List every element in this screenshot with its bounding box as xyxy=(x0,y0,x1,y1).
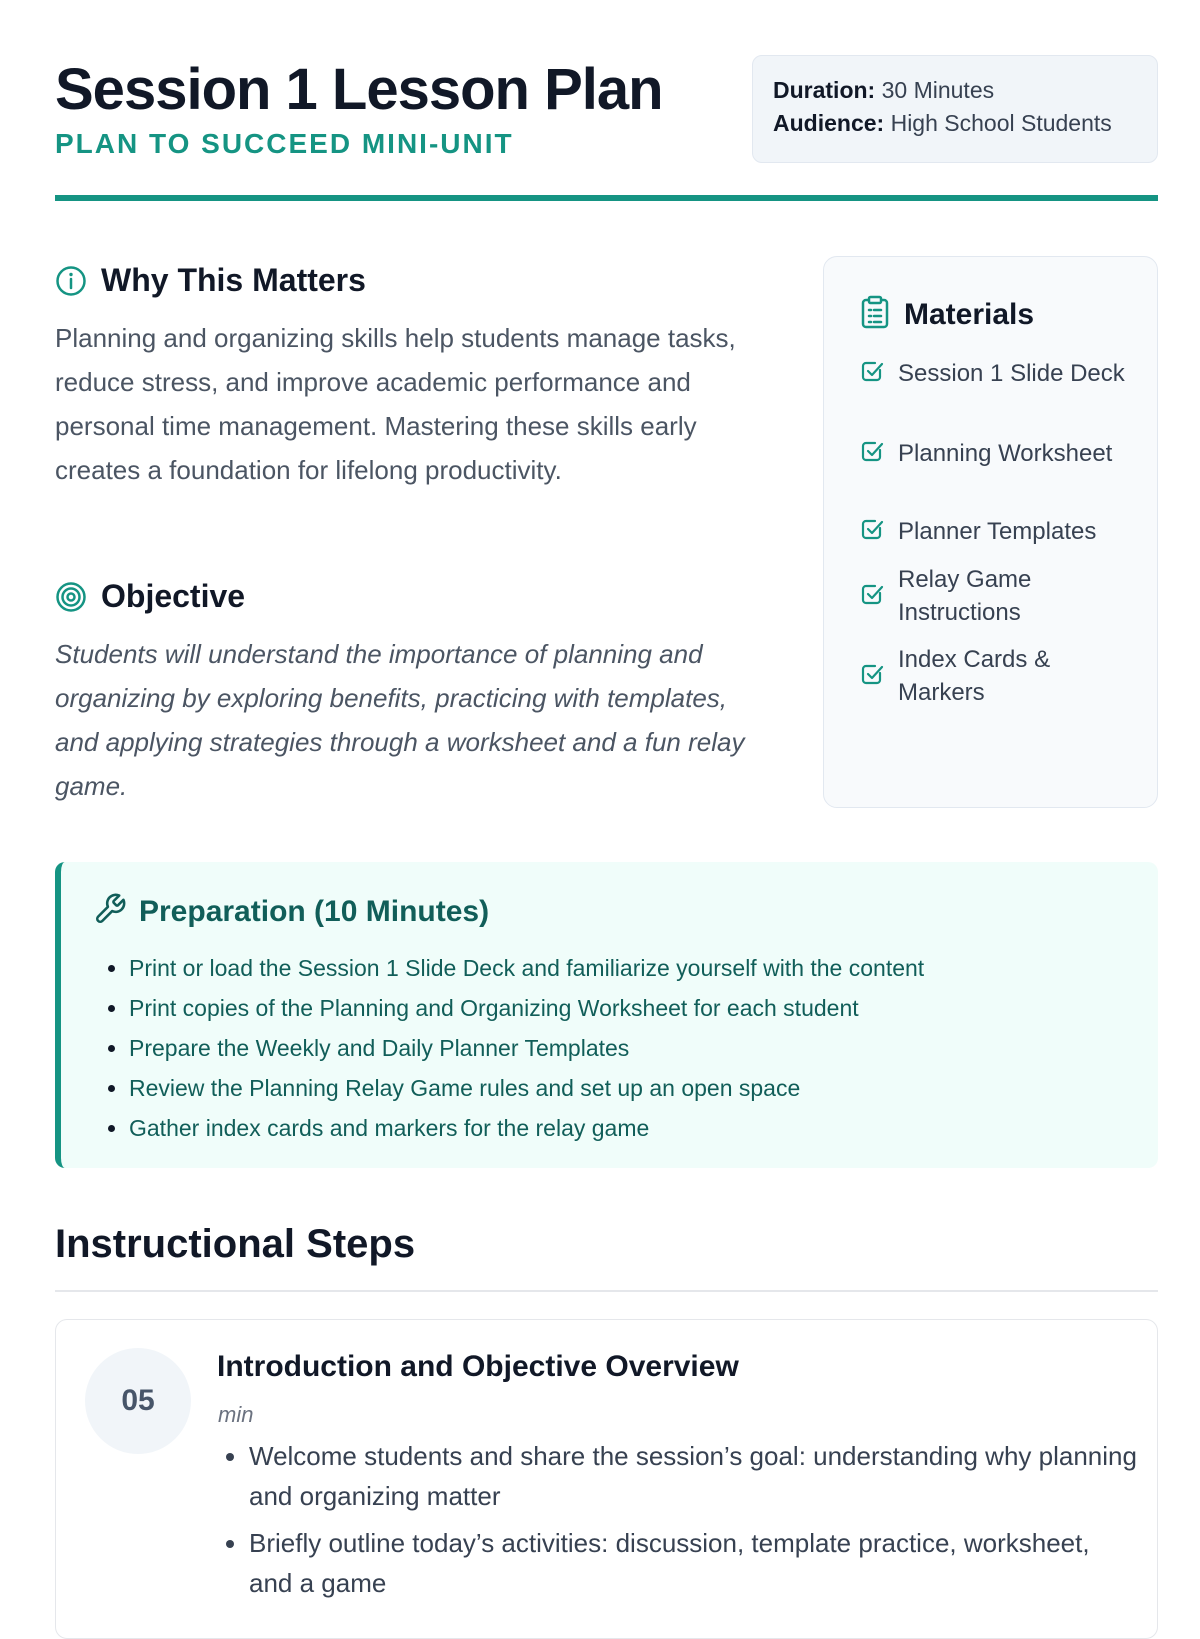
step-duration-badge: 05 xyxy=(85,1348,191,1454)
preparation-item: • Print or load the Session 1 Slide Deck and familiarize yourself with the content xyxy=(129,948,924,988)
material-item xyxy=(860,515,1130,548)
objective-text: Students will understand the importance of planning and organizing by exploring benefits, practicing with templates, and applying strategies through a worksheet and a fun relay game. xyxy=(55,639,745,801)
preparation-item: • Review the Planning Relay Game rules and set up an open space xyxy=(129,1068,924,1108)
info-circle-icon xyxy=(55,265,87,297)
audience-row xyxy=(773,107,1137,140)
step-title: Introduction and Objective Overview xyxy=(217,1350,739,1383)
duration-row xyxy=(773,74,1137,107)
why-heading-row xyxy=(55,262,366,299)
why-heading: Why This Matters xyxy=(101,262,366,298)
page-subtitle: PLAN TO SUCCEED MINI-UNIT xyxy=(55,128,514,159)
checkbox-checked-icon xyxy=(860,359,884,388)
preparation-panel xyxy=(55,862,1158,1168)
instructional-steps-heading: Instructional Steps xyxy=(55,1222,416,1266)
duration-label: Duration: xyxy=(773,77,876,103)
audience-value: High School Students xyxy=(890,110,1112,136)
preparation-item: • Prepare the Weekly and Daily Planner Templates xyxy=(129,1028,924,1068)
material-label: Planning Worksheet xyxy=(898,440,1113,467)
clipboard-list-icon xyxy=(860,295,890,334)
step-bullet: • Welcome students and share the session’s goal: understanding why planning and organizing matter xyxy=(249,1436,1139,1516)
step-bullet: • Briefly outline today’s activities: discussion, template practice, worksheet, and a game xyxy=(249,1523,1139,1603)
preparation-list xyxy=(95,948,924,1148)
material-label: Relay Game Instructions xyxy=(898,566,1032,626)
target-icon xyxy=(55,581,87,613)
page-title: Session 1 Lesson Plan xyxy=(55,57,663,122)
material-label: Session 1 Slide Deck xyxy=(898,360,1125,387)
preparation-heading-row xyxy=(93,892,489,931)
materials-card xyxy=(823,256,1158,808)
checkbox-checked-icon xyxy=(860,582,884,611)
audience-label: Audience: xyxy=(773,110,885,136)
checkbox-checked-icon xyxy=(860,662,884,691)
material-item xyxy=(860,357,1130,390)
material-item xyxy=(860,563,1130,629)
duration-value: 30 Minutes xyxy=(881,77,995,103)
preparation-item: • Print copies of the Planning and Organizing Worksheet for each student xyxy=(129,988,924,1028)
preparation-heading: Preparation (10 Minutes) xyxy=(139,894,490,928)
session-meta-card xyxy=(752,55,1158,163)
checkbox-checked-icon xyxy=(860,517,884,546)
materials-heading: Materials xyxy=(904,297,1035,331)
step-card xyxy=(55,1319,1158,1639)
objective-heading-row xyxy=(55,578,245,615)
header-divider xyxy=(55,195,1158,201)
checkbox-checked-icon xyxy=(860,439,884,468)
why-text: Planning and organizing skills help students manage tasks, reduce stress, and improve academic performance and personal time management. Mastering these skills early creates a foundation for lifelong productivity. xyxy=(55,323,736,485)
wrench-icon xyxy=(93,892,127,931)
steps-divider xyxy=(55,1290,1158,1292)
step-bullets xyxy=(217,1436,1139,1610)
step-duration-unit: min xyxy=(218,1402,254,1427)
material-item xyxy=(860,437,1130,470)
materials-heading-row xyxy=(860,295,1034,334)
preparation-item: • Gather index cards and markers for the relay game xyxy=(129,1108,924,1148)
material-item xyxy=(860,643,1130,709)
objective-heading: Objective xyxy=(101,578,246,614)
material-label: Index Cards & Markers xyxy=(898,646,1051,706)
material-label: Planner Templates xyxy=(898,518,1097,545)
